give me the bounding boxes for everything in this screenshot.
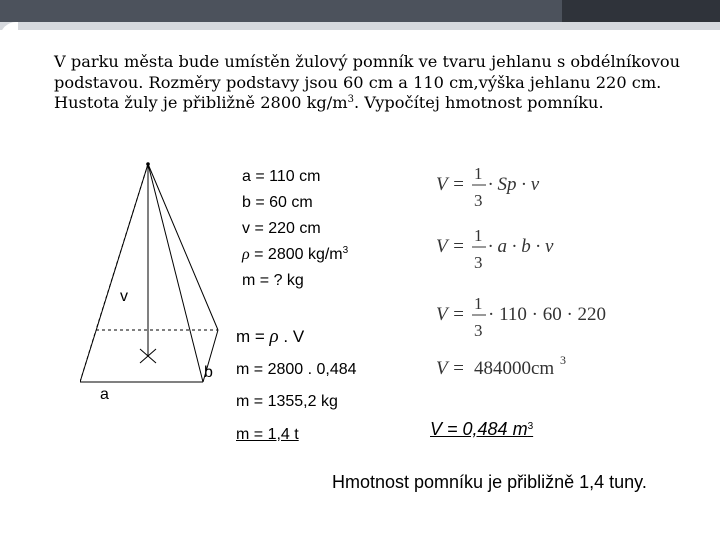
volume-formula-1 [430,160,630,220]
svg-text:3: 3 [474,191,483,210]
volume-formula-3 [430,290,630,350]
pyramid-figure [80,150,250,400]
title-bar-dark-segment [562,0,720,22]
svg-text:V =: V = [436,236,465,257]
step-2: m = 1355,2 kg [236,393,338,410]
volume-result: V = 0,484 $m^3$ [430,419,534,439]
svg-text:1: 1 [474,294,483,313]
header-stripe [0,22,720,30]
svg-text:· 110 · 60 · 220: · 110 · 60 · 220 [488,304,607,325]
svg-text:· a · b · v: · a · b · v [488,236,554,257]
given-v: v = 220 cm [242,220,321,237]
given-a: a = 110 cm [242,168,321,185]
svg-text:3: 3 [474,321,483,340]
given-b: b = 60 cm [242,194,313,211]
volume-formula-2 [430,222,630,282]
svg-text:1: 1 [474,164,483,183]
step-3: m = 1,4 t [236,426,299,443]
answer-text: Hmotnost pomníku je přibližně 1,4 tuny. [332,472,647,492]
problem-text: V parku města bude umístěn žulový pomník ve tvaru jehlanu s obdélníkovou podstavou. Rozměry podstavy jsou 60 cm a 110 cm,výška jehlanu 220 cm. Hustota žuly je přibližně 2800 $kg/m^3$. Vypočítej hmotnost pomníku. [54,52,681,112]
svg-text:· Sp · v: · Sp · v [488,174,540,195]
volume-formula-4 [430,348,630,384]
given-rho: ρ = 2800 $kg/m^3$ [242,245,349,263]
label-a: a [100,386,109,403]
svg-text:V =: V = [436,358,465,379]
mass-formula: m = ρ . V [236,326,305,347]
svg-text:3: 3 [560,353,566,367]
svg-text:1: 1 [474,226,483,245]
label-b: b [204,364,213,381]
svg-text:V =: V = [436,174,465,195]
svg-text:484000cm: 484000cm [474,358,555,379]
svg-text:3: 3 [474,253,483,272]
label-v: v [120,288,128,305]
step-1: m = 2800 . 0,484 [236,361,357,378]
svg-text:V =: V = [436,304,465,325]
given-m: m = ? kg [242,272,304,289]
